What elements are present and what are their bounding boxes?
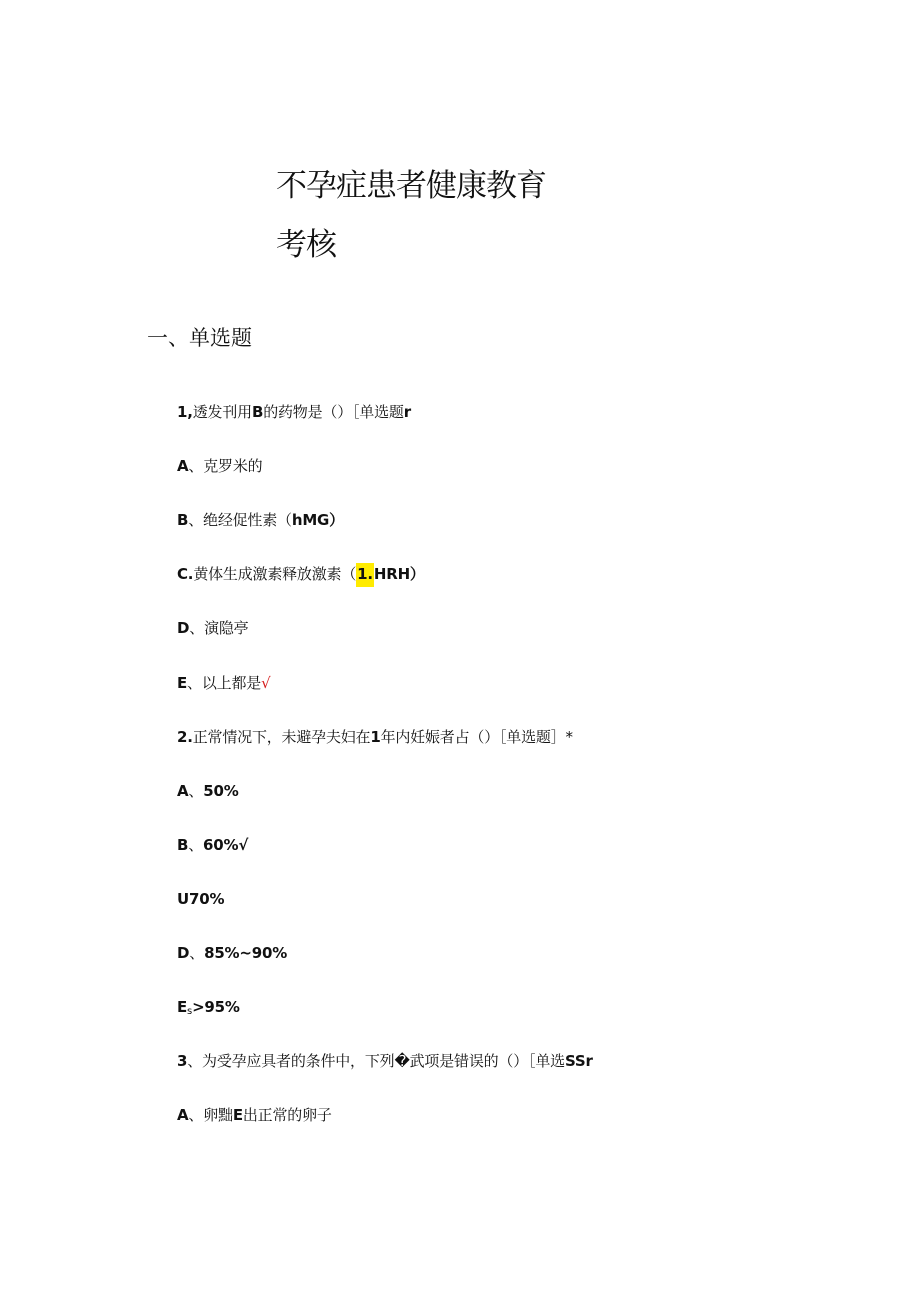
option-value: 50% [203,782,239,800]
question-text-bold: B [251,403,264,421]
q1-option-b [177,510,344,530]
option-text: 、 [189,944,205,962]
option-letter: D [177,619,190,637]
option-text-bold: E [232,1106,243,1124]
option-letter: C. [177,565,194,583]
option-letter: D [177,944,190,962]
option-value: >95% [192,998,240,1016]
section-heading: 一、单选题 [147,326,252,350]
q1-option-d [177,618,248,638]
q2-option-d [177,943,287,963]
q2-option-a [177,781,239,801]
option-letter: A [177,782,189,800]
option-text: 黄体生成激素释放激素（ [193,565,357,583]
q2-option-e [177,997,240,1022]
question-text: 年内妊娠者占（）［单选题］* [380,728,573,746]
option-letter: B [177,511,189,529]
q1-option-a [177,456,262,476]
option-text: 、以上都是 [187,674,262,692]
q1-option-e [177,673,270,693]
correct-check-icon: √ [261,674,271,692]
option-text: 出正常的卵子 [242,1106,332,1124]
question-text: 透发刊用 [192,403,252,421]
option-text: 、克罗米的 [188,457,263,475]
option-text: 、卵黜 [188,1106,233,1124]
document-title-line-1: 不孕症患者健康教育 [276,168,546,204]
q2-option-b [177,835,248,855]
highlighted-text: 1. [356,563,374,587]
question-number: 1, [177,403,193,421]
option-letter: A [177,457,189,475]
question-text: 的药物是（）［单选题 [263,403,404,421]
question-tail: SSr [564,1052,593,1070]
question-text: 正常情况下，未避孕夫妇在 [192,728,371,746]
option-text: 、 [188,782,204,800]
option-value: U70% [177,890,225,908]
question-3 [177,1051,593,1071]
q2-option-c [177,889,224,909]
option-value: 85%~90% [204,944,288,962]
question-2 [177,727,573,747]
option-text: 、演隐亭 [189,619,249,637]
option-text: 、绝经促性素（ [188,511,292,529]
q1-option-c [177,564,425,584]
option-letter: E [177,998,188,1016]
question-number: 2. [177,728,193,746]
option-code: HRH） [373,565,425,583]
option-letter: E [177,674,188,692]
q3-option-a [177,1105,332,1125]
option-value: 60%√ [203,836,249,854]
question-number: 3 [177,1052,188,1070]
question-text-bold: 1 [370,728,381,746]
question-text: 、为受孕应具者的条件中，下列�武项是错误的（）［单选 [187,1052,565,1070]
option-subscript: s [187,1006,193,1017]
option-letter: A [177,1106,189,1124]
option-text: 、 [188,836,204,854]
option-code: hMG） [291,511,344,529]
document-title-line-2: 考核 [276,227,336,263]
option-letter: B [177,836,189,854]
question-tail: r [403,403,411,421]
question-1 [177,402,411,422]
